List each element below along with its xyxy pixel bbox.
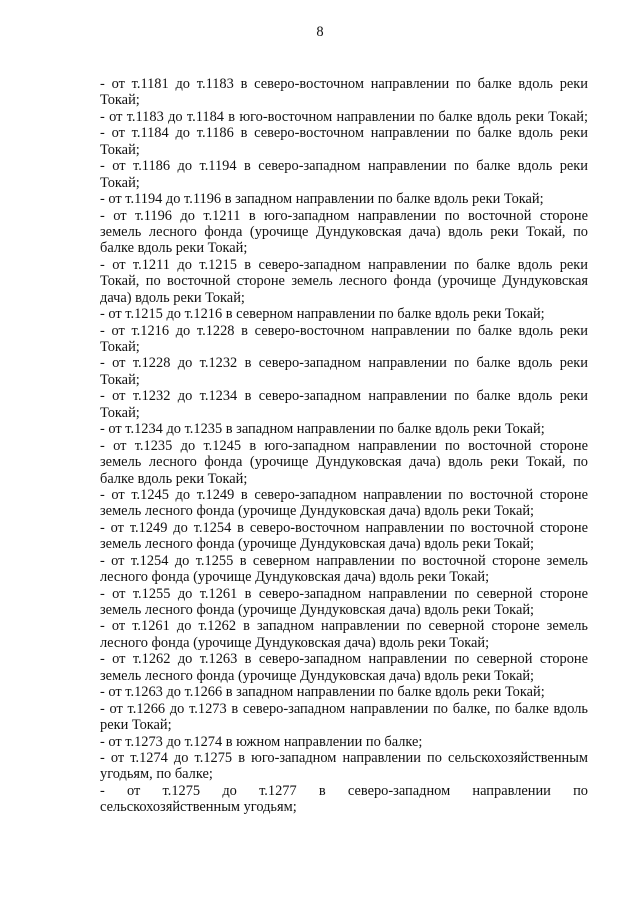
text-line: - от т.1266 до т.1273 в северо-западном направлении по балке, по балке вдоль — [100, 700, 588, 717]
text-line: балке вдоль реки Токай; — [100, 240, 248, 257]
text-line: - от т.1184 до т.1186 в северо-восточном направлении по балке вдоль реки — [100, 125, 588, 142]
text-line: - от т.1216 до т.1228 в северо-восточном направлении по балке вдоль реки — [100, 322, 588, 339]
text-line: Токай; — [100, 371, 140, 388]
text-line: лесного фонда (урочище Дундуковская дача) вдоль реки Токай; — [100, 634, 490, 651]
text-line: - от т.1255 до т.1261 в северо-западном направлении по северной стороне — [100, 585, 588, 602]
text-line: - от т.1194 до т.1196 в западном направлении по балке вдоль реки Токай; — [100, 191, 544, 208]
text-line: - от т.1249 до т.1254 в северо-восточном направлении по восточной стороне — [100, 519, 588, 536]
text-line: - от т.1228 до т.1232 в северо-западном направлении по балке вдоль реки — [100, 355, 588, 372]
text-line: - от т.1245 до т.1249 в северо-западном направлении по восточной стороне — [100, 486, 588, 503]
text-line: земель лесного фонда (урочище Дундуковская дача) вдоль реки Токай; — [100, 667, 535, 684]
text-line: - от т.1273 до т.1274 в южном направлении по балке; — [100, 733, 423, 750]
text-line: - от т.1232 до т.1234 в северо-западном направлении по балке вдоль реки — [100, 388, 588, 405]
text-line: земель лесного фонда (урочище Дундуковская дача) вдоль реки Токай; — [100, 602, 535, 618]
text-line: земель лесного фонда (урочище Дундуковская дача) вдоль реки Токай; — [100, 503, 535, 520]
text-line: Токай; — [100, 92, 140, 109]
text-line: Токай, по восточной стороне земель лесного фонда (урочище Дундуковская — [100, 273, 588, 290]
text-line: - от т.1196 до т.1211 в юго-западном направлении по восточной стороне — [100, 207, 588, 224]
text-line: Токай; — [100, 174, 140, 191]
text-line: реки Токай; — [100, 717, 172, 734]
text-line: земель лесного фонда (урочище Дундуковская дача) вдоль реки Токай, по — [100, 454, 588, 471]
text-line: Токай; — [100, 339, 140, 355]
text-line: - от т.1254 до т.1255 в северном направлении по восточной стороне земель — [100, 552, 588, 569]
text-line: - от т.1211 до т.1215 в северо-западном направлении по балке вдоль реки — [100, 256, 588, 273]
text-line: - от т.1215 до т.1216 в северном направлении по балке вдоль реки Токай; — [100, 306, 545, 323]
text-line: Токай; — [100, 404, 140, 421]
text-line: лесного фонда (урочище Дундуковская дача) вдоль реки Токай; — [100, 569, 490, 586]
text-line: - от т.1183 до т.1184 в юго-восточном направлении по балке вдоль реки Токай; — [100, 108, 588, 125]
text-line: - от т.1262 до т.1263 в северо-западном направлении по северной стороне — [100, 651, 588, 668]
text-line: - от т.1261 до т.1262 в западном направлении по северной стороне земель — [100, 618, 588, 635]
text-line: балке вдоль реки Токай; — [100, 470, 248, 487]
text-line: Токай; — [100, 141, 140, 158]
text-line: - от т.1235 до т.1245 в юго-западном направлении по восточной стороне — [100, 437, 588, 454]
text-line: - от т.1263 до т.1266 в западном направлении по балке вдоль реки Токай; — [100, 684, 545, 701]
text-line: - от т.1186 до т.1194 в северо-западном направлении по балке вдоль реки — [100, 158, 588, 175]
text-line: угодьям, по балке; — [100, 766, 213, 783]
document-body — [100, 76, 588, 816]
text-line: дача) вдоль реки Токай; — [100, 289, 245, 306]
text-line: - от т.1274 до т.1275 в юго-западном направлении по сельскохозяйственным — [100, 749, 588, 766]
text-line: - от т.1181 до т.1183 в северо-восточном направлении по балке вдоль реки — [100, 76, 588, 92]
page-number: 8 — [316, 24, 324, 40]
text-line: сельскохозяйственным угодьям; — [100, 799, 297, 816]
text-line: земель лесного фонда (урочище Дундуковская дача) вдоль реки Токай; — [100, 536, 535, 553]
text-line: - от т.1275 до т.1277 в северо-западном направлении по — [100, 782, 588, 799]
text-line: - от т.1234 до т.1235 в западном направлении по балке вдоль реки Токай; — [100, 421, 545, 438]
text-line: земель лесного фонда (урочище Дундуковская дача) вдоль реки Токай, по — [100, 223, 588, 240]
